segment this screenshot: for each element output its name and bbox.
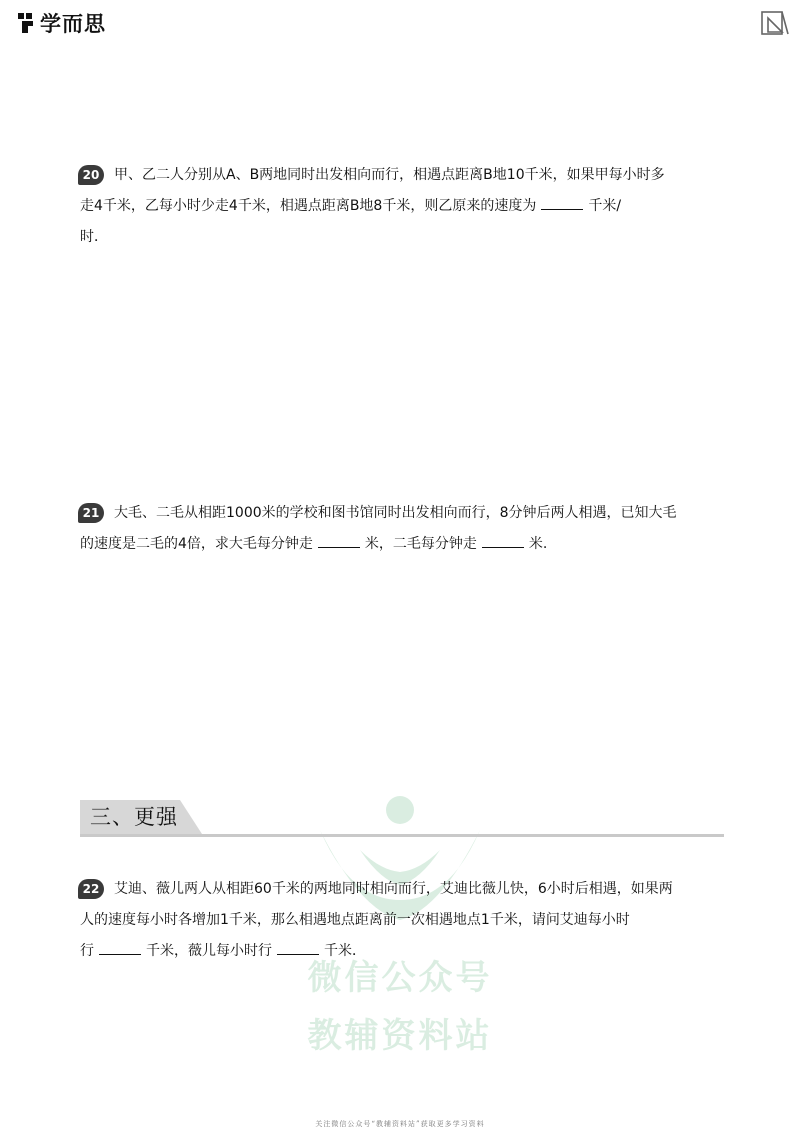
text-run: 千米，薇儿每小时行 — [146, 943, 272, 959]
brand-name: 学而思 — [40, 12, 106, 36]
question-line — [80, 191, 720, 222]
answer-blank[interactable] — [541, 195, 583, 210]
question-number-badge: 21 — [78, 503, 104, 523]
answer-blank[interactable] — [99, 940, 141, 955]
answer-blank[interactable] — [318, 533, 360, 548]
page-footer: 关注微信公众号“教辅资料站”获取更多学习资料 — [315, 1120, 485, 1128]
text-run: 艾迪、薇儿两人从相距60千米的两地同时相向而行，艾迪比薇儿快，6小时后相遇，如果两 — [114, 881, 673, 897]
text-run: 走4千米，乙每小时少走4千米，相遇点距离B地8千米，则乙原来的速度为 — [80, 198, 537, 214]
watermark-line-2: 教辅资料站 — [307, 1016, 493, 1056]
question-22 — [80, 874, 720, 967]
question-line — [114, 874, 720, 905]
text-run: 千米/ — [588, 198, 622, 214]
section-divider — [80, 834, 724, 837]
ruler-triangle-icon — [760, 8, 790, 38]
logo-mark-icon — [16, 11, 36, 35]
answer-blank[interactable] — [482, 533, 524, 548]
question-line — [80, 222, 720, 253]
question-number-badge: 20 — [78, 165, 104, 185]
question-line — [114, 498, 720, 529]
text-run: 米. — [528, 536, 548, 552]
text-run: 大毛、二毛从相距1000米的学校和图书馆同时出发相向而行，8分钟后两人相遇，已知大毛 — [114, 505, 677, 521]
question-line — [80, 529, 720, 560]
text-run: 人的速度每小时各增加1千米，那么相遇地点距离前一次相遇地点1千米，请问艾迪每小时 — [80, 912, 630, 928]
text-run: 千米． — [324, 943, 366, 959]
question-line — [114, 160, 720, 191]
question-21 — [80, 498, 720, 560]
question-line — [80, 905, 720, 936]
brand-logo — [16, 10, 106, 36]
text-run: 甲、乙二人分别从A、B两地同时出发相向而行，相遇点距离B地10千米，如果甲每小时多 — [114, 167, 665, 183]
text-run: 米，二毛每分钟走 — [364, 536, 477, 552]
text-run: 行 — [80, 943, 94, 959]
question-number-badge: 22 — [78, 879, 104, 899]
text-run: 的速度是二毛的4倍，求大毛每分钟走 — [80, 536, 313, 552]
section-title: 三、更强 — [90, 805, 178, 829]
answer-blank[interactable] — [277, 940, 319, 955]
question-line — [80, 936, 720, 967]
watermark-line-1: 微信公众号 — [307, 958, 493, 998]
question-20 — [80, 160, 720, 253]
section-header — [80, 800, 724, 838]
text-run: 时． — [80, 229, 108, 245]
